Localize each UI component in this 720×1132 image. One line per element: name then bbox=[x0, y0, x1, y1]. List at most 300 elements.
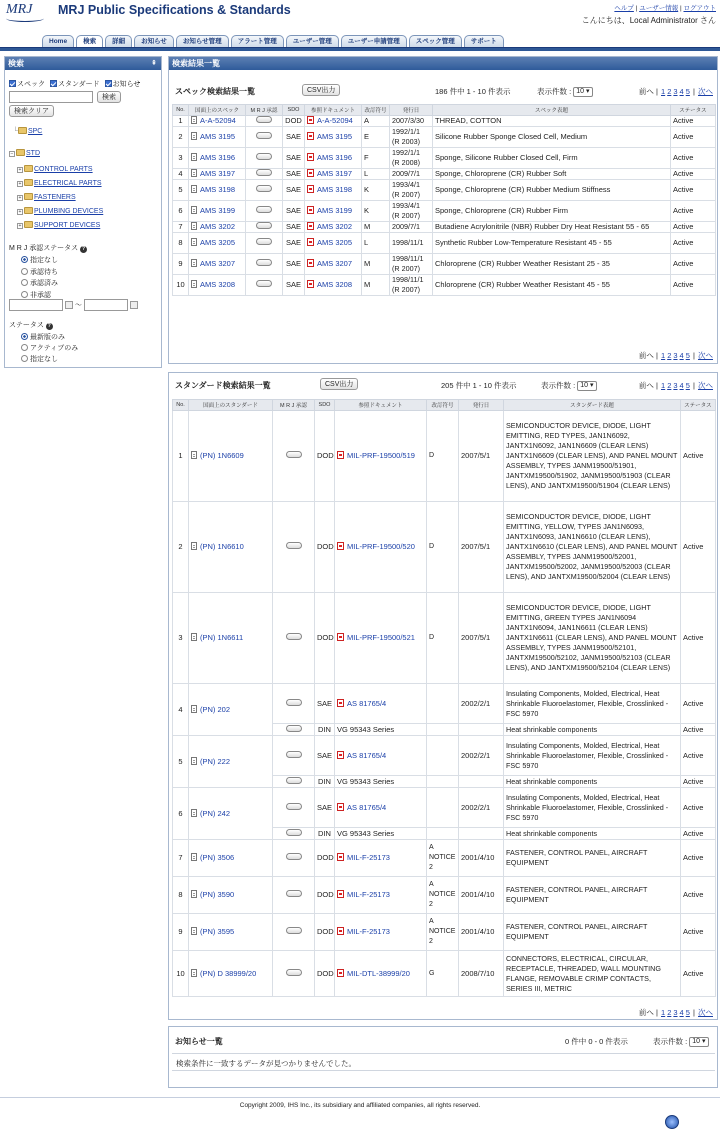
tab-9[interactable]: サポート bbox=[464, 35, 504, 47]
document-icon bbox=[191, 185, 197, 193]
spec-per-page-select[interactable]: 10 ▾ bbox=[573, 87, 593, 97]
date-cell: 2002/2/1 bbox=[459, 736, 504, 776]
tree-node-plumbing-devices[interactable] bbox=[17, 207, 103, 215]
status-cell: Active bbox=[671, 233, 716, 254]
tab-0[interactable]: Home bbox=[42, 35, 74, 47]
radio-icon[interactable] bbox=[21, 291, 28, 298]
approval-option-0[interactable] bbox=[21, 255, 58, 265]
approval-toggle[interactable] bbox=[286, 777, 302, 784]
approval-toggle[interactable] bbox=[286, 633, 302, 640]
tree-link-plumbing-devices[interactable]: PLUMBING DEVICES bbox=[34, 208, 104, 215]
approval-option-1[interactable] bbox=[21, 267, 58, 277]
standard-cell bbox=[189, 411, 273, 502]
reference-link[interactable]: A-A-52094 bbox=[317, 116, 353, 125]
date-cell: 1993/4/1 (R 2007) bbox=[390, 180, 433, 201]
standard-link[interactable]: (PN) 1N6609 bbox=[200, 451, 244, 460]
date-cell: 2009/7/1 bbox=[390, 222, 433, 233]
pager-separator: | bbox=[653, 1008, 661, 1017]
pager-page-link[interactable]: 1 bbox=[661, 381, 666, 390]
standard-cell bbox=[189, 840, 273, 877]
document-icon bbox=[191, 890, 197, 898]
row-number: 6 bbox=[173, 788, 189, 840]
status-cell: Active bbox=[671, 275, 716, 296]
spec-link[interactable]: AMS 3198 bbox=[200, 185, 236, 194]
reference-cell bbox=[335, 593, 427, 684]
tab-6[interactable]: ユーザー管理 bbox=[286, 35, 339, 47]
pager-page-link[interactable]: 3 bbox=[673, 381, 678, 390]
folder-icon bbox=[24, 165, 33, 172]
collapse-icon[interactable]: ⇞ bbox=[151, 60, 157, 67]
date-cell: 2001/4/10 bbox=[459, 840, 504, 877]
approval-cell bbox=[273, 684, 315, 724]
approval-toggle[interactable] bbox=[256, 222, 272, 229]
reference-cell bbox=[305, 233, 362, 254]
sdo-cell: SAE bbox=[283, 127, 305, 148]
reference-link[interactable]: MIL-F-25173 bbox=[347, 853, 390, 862]
date-to-input[interactable] bbox=[84, 299, 128, 311]
app-title: MRJ Public Specifications & Standards bbox=[58, 3, 291, 17]
revision-cell: F bbox=[362, 148, 390, 169]
approval-cell bbox=[246, 222, 283, 233]
calendar-icon[interactable] bbox=[65, 301, 73, 309]
radio-icon[interactable] bbox=[21, 256, 28, 263]
row-number: 8 bbox=[173, 877, 189, 914]
notice-checkbox[interactable] bbox=[105, 80, 112, 87]
help-link[interactable]: ヘルプ bbox=[614, 5, 634, 12]
column-header: 参照ドキュメント bbox=[335, 400, 427, 411]
pdf-icon bbox=[337, 890, 344, 898]
folder-icon bbox=[24, 193, 33, 200]
reference-link[interactable]: MIL-F-25173 bbox=[347, 927, 390, 936]
approval-toggle[interactable] bbox=[286, 969, 302, 976]
pdf-icon bbox=[337, 853, 344, 861]
globe-icon[interactable] bbox=[665, 1115, 679, 1129]
tab-8[interactable]: スペック管理 bbox=[409, 35, 462, 47]
pager-page-link[interactable]: 2 bbox=[667, 381, 672, 390]
column-header: ステータス bbox=[681, 400, 716, 411]
pager-next[interactable]: 次へ bbox=[698, 1008, 713, 1017]
approval-toggle[interactable] bbox=[286, 803, 302, 810]
folder-icon bbox=[24, 179, 33, 186]
std-table-body bbox=[173, 411, 716, 997]
pager-prev[interactable]: 前へ bbox=[638, 87, 654, 96]
pager-next[interactable]: 次へ bbox=[698, 87, 713, 96]
approval-cell bbox=[246, 201, 283, 222]
std-row bbox=[173, 788, 716, 828]
spec-csv-button[interactable]: CSV出力 bbox=[302, 84, 340, 96]
spec-cell bbox=[189, 233, 246, 254]
approval-toggle[interactable] bbox=[286, 699, 302, 706]
reference-link[interactable]: AMS 3195 bbox=[317, 132, 353, 141]
reference-link[interactable]: AMS 3199 bbox=[317, 206, 353, 215]
pager-next[interactable]: 次へ bbox=[698, 351, 713, 360]
title-cell: SEMICONDUCTOR DEVICE, DIODE, LIGHT EMITTING, YELLOW, TYPES JAN1N6093, JANTX1N6093, JAN1N6610 (CLEAR LENS), JANTX1N6610 (CLEAR LENS), AND PANEL MOUNT ASSEMBLY, TYPES JANM19500/52001, JANTXM19500/52002, JANM19500/52003 (CLEAR LENS), AND JANTXM19500/52004 (CLEAR LENS) bbox=[504, 502, 681, 593]
revision-cell: A NOTICE 2 bbox=[427, 840, 459, 877]
tree-node-fasteners[interactable] bbox=[17, 193, 76, 201]
pager-page-link[interactable]: 4 bbox=[679, 351, 684, 360]
standard-cell bbox=[189, 593, 273, 684]
pager-page-link[interactable]: 4 bbox=[679, 381, 684, 390]
approval-option-2[interactable] bbox=[21, 278, 58, 288]
spec-row bbox=[173, 222, 716, 233]
notice-per-page-label: 表示件数 : bbox=[653, 1037, 688, 1046]
reference-link[interactable]: AMS 3197 bbox=[317, 169, 353, 178]
std-pager-bottom bbox=[639, 1007, 714, 1018]
document-icon bbox=[191, 705, 197, 713]
standard-cell bbox=[189, 788, 273, 840]
spec-link[interactable]: AMS 3205 bbox=[200, 238, 236, 247]
pager-page-link[interactable]: 5 bbox=[685, 87, 690, 96]
tree-node-std[interactable] bbox=[9, 149, 40, 157]
sdo-cell: SAE bbox=[315, 788, 335, 828]
revision-cell: D bbox=[427, 593, 459, 684]
reference-link[interactable]: MIL-DTL-38999/20 bbox=[347, 968, 410, 978]
expand-tree-icon[interactable]: + bbox=[18, 195, 22, 201]
mrj-logo[interactable] bbox=[6, 2, 50, 24]
revision-cell: E bbox=[362, 127, 390, 148]
pager-page-link[interactable]: 4 bbox=[679, 1008, 684, 1017]
sdo-cell: SAE bbox=[315, 684, 335, 724]
standard-link[interactable]: (PN) 242 bbox=[200, 808, 231, 818]
std-per-page-select[interactable]: 10 ▾ bbox=[577, 381, 597, 391]
tree-link-std[interactable]: STD bbox=[26, 150, 40, 157]
expand-tree-icon[interactable]: + bbox=[18, 167, 22, 173]
search-panel bbox=[4, 56, 162, 368]
tab-4[interactable]: お知らせ管理 bbox=[176, 35, 229, 47]
spec-row bbox=[173, 180, 716, 201]
approval-cell bbox=[273, 840, 315, 877]
approval-toggle[interactable] bbox=[256, 259, 272, 266]
search-button[interactable]: 検索 bbox=[97, 91, 121, 103]
pdf-icon bbox=[337, 633, 344, 641]
status-cell: Active bbox=[681, 736, 716, 776]
spec-row bbox=[173, 201, 716, 222]
spec-results-title: スペック検索結果一覧 bbox=[175, 87, 255, 96]
pager-page-link[interactable]: 2 bbox=[667, 351, 672, 360]
spec-link[interactable]: AMS 3207 bbox=[200, 259, 236, 268]
pager-separator: | bbox=[690, 381, 697, 390]
document-icon bbox=[191, 153, 197, 161]
pager-page-link[interactable]: 5 bbox=[685, 351, 690, 360]
document-icon bbox=[191, 222, 197, 230]
column-header: M R J 承認 bbox=[246, 105, 283, 116]
notice-title: お知らせ一覧 bbox=[175, 1037, 223, 1046]
logout-link[interactable]: ログアウト bbox=[683, 5, 716, 12]
standard-cell bbox=[189, 684, 273, 736]
notice-per-page-select[interactable]: 10 ▾ bbox=[689, 1037, 709, 1047]
std-row bbox=[173, 914, 716, 951]
reference-link[interactable]: MIL-PRF-19500/521 bbox=[347, 633, 415, 642]
tree-node-electrical-parts[interactable] bbox=[17, 179, 102, 187]
expand-tree-icon[interactable]: + bbox=[18, 223, 22, 229]
tree-link-control-parts[interactable]: CONTROL PARTS bbox=[34, 166, 93, 173]
tree-link-support-devices[interactable]: SUPPORT DEVICES bbox=[34, 222, 101, 229]
std-per-page-label: 表示件数 : bbox=[541, 381, 576, 390]
expand-tree-icon[interactable]: + bbox=[18, 181, 22, 187]
status-cell: Active bbox=[681, 914, 716, 951]
date-cell: 2009/7/1 bbox=[390, 169, 433, 180]
reference-link[interactable]: AS 81765/4 bbox=[347, 698, 387, 708]
pager-prev[interactable]: 前へ bbox=[638, 351, 654, 360]
revision-cell: K bbox=[362, 180, 390, 201]
spec-checkbox[interactable] bbox=[9, 80, 16, 87]
collapse-tree-icon[interactable]: − bbox=[10, 151, 14, 157]
search-panel-title: 検索 bbox=[8, 59, 24, 68]
help-icon[interactable]: ? bbox=[82, 246, 86, 252]
tab-1[interactable]: 検索 bbox=[76, 35, 103, 47]
status-option-label: アクティブのみ bbox=[30, 345, 79, 352]
pager-next[interactable]: 次へ bbox=[698, 381, 713, 390]
reference-cell bbox=[305, 222, 362, 233]
pager-page-link[interactable]: 5 bbox=[685, 1008, 690, 1017]
sdo-cell: SAE bbox=[283, 180, 305, 201]
pager-page-link[interactable]: 1 bbox=[661, 1008, 666, 1017]
reference-link[interactable]: MIL-F-25173 bbox=[347, 890, 390, 899]
date-cell: 1993/4/1 (R 2007) bbox=[390, 201, 433, 222]
approval-option-label: 承認待ち bbox=[30, 269, 58, 276]
tab-7[interactable]: ユーザー申請管理 bbox=[341, 35, 407, 47]
pager-separator: | bbox=[690, 87, 697, 96]
approval-status-label bbox=[9, 243, 87, 253]
approval-toggle[interactable] bbox=[286, 725, 302, 732]
std-csv-button[interactable]: CSV出力 bbox=[320, 378, 358, 390]
pager-prev[interactable]: 前へ bbox=[638, 1008, 654, 1017]
pager-page-link[interactable]: 3 bbox=[673, 87, 678, 96]
logo-text: MRJ bbox=[6, 2, 33, 17]
reference-cell bbox=[305, 169, 362, 180]
sdo-cell: SAE bbox=[283, 222, 305, 233]
spec-per-page-value: 10 bbox=[576, 88, 585, 96]
reference-link[interactable]: AMS 3202 bbox=[317, 222, 353, 231]
status-cell: Active bbox=[671, 254, 716, 275]
tree-link-fasteners[interactable]: FASTENERS bbox=[34, 194, 76, 201]
spec-link[interactable]: A-A-52094 bbox=[200, 116, 236, 125]
spec-link[interactable]: AMS 3195 bbox=[200, 132, 236, 141]
spec-cell bbox=[189, 201, 246, 222]
approval-toggle[interactable] bbox=[256, 206, 272, 213]
folder-icon bbox=[18, 127, 27, 134]
approval-toggle[interactable] bbox=[256, 280, 272, 287]
reference-cell bbox=[305, 201, 362, 222]
sdo-cell: SAE bbox=[283, 201, 305, 222]
row-number: 6 bbox=[173, 201, 189, 222]
pager-page-link[interactable]: 4 bbox=[679, 87, 684, 96]
spec-results-panel bbox=[168, 56, 718, 364]
title-cell: Butadiene Acrylonitrile (NBR) Rubber Dry Heat Resistant 55 - 65 bbox=[433, 222, 671, 233]
pager-separator: | bbox=[690, 351, 697, 360]
pdf-icon bbox=[307, 185, 314, 193]
help-icon[interactable]: ? bbox=[47, 323, 51, 329]
pdf-icon bbox=[307, 132, 314, 140]
revision-cell: L bbox=[362, 169, 390, 180]
tree-node-support-devices[interactable] bbox=[17, 221, 100, 229]
spec-cell bbox=[189, 180, 246, 201]
column-header: スタンダード表題 bbox=[504, 400, 681, 411]
reference-link[interactable]: AMS 3208 bbox=[317, 280, 353, 289]
standard-checkbox[interactable] bbox=[50, 80, 57, 87]
revision-cell: M bbox=[362, 254, 390, 275]
spec-row bbox=[173, 275, 716, 296]
radio-icon[interactable] bbox=[21, 279, 28, 286]
calendar-icon[interactable] bbox=[130, 301, 138, 309]
sdo-cell: SAE bbox=[283, 254, 305, 275]
date-from-input[interactable] bbox=[9, 299, 63, 311]
standard-link[interactable]: (PN) 3590 bbox=[200, 890, 235, 899]
column-header: 発行日 bbox=[459, 400, 504, 411]
folder-icon bbox=[16, 149, 25, 156]
spec-cell bbox=[189, 222, 246, 233]
spec-row bbox=[173, 116, 716, 127]
approval-toggle[interactable] bbox=[286, 451, 302, 458]
approval-toggle[interactable] bbox=[256, 169, 272, 176]
tree-link-electrical-parts[interactable]: ELECTRICAL PARTS bbox=[34, 180, 102, 187]
approval-toggle[interactable] bbox=[256, 116, 272, 123]
spec-link[interactable]: AMS 3208 bbox=[200, 280, 236, 289]
document-icon bbox=[191, 259, 197, 267]
column-header: 国面上のスペック bbox=[189, 105, 246, 116]
pdf-icon bbox=[337, 969, 344, 977]
results-header: 検索結果一覧 bbox=[169, 57, 717, 70]
reference-link[interactable]: AS 81765/4 bbox=[347, 750, 387, 760]
tree-link-spc[interactable]: SPC bbox=[27, 128, 43, 135]
reference-link[interactable]: AMS 3207 bbox=[317, 259, 353, 268]
sdo-cell: SAE bbox=[283, 169, 305, 180]
title-cell: SEMICONDUCTOR DEVICE, DIODE, LIGHT EMITTING, GREEN TYPES JAN1N6094 JANTX1N6094, JAN1N6611 (CLEAR LENS) JANTX1N6611 (CLEAR LENS), AND PANEL MOUNT ASSEMBLY, TYPES JANM19500/52101, JANTXM19500/52102, JANM19500/52103 (CLEAR LENS), AND JANTXM19500/52104 (CLEAR LENS) bbox=[504, 593, 681, 684]
pager-page-link[interactable]: 3 bbox=[673, 351, 678, 360]
title-cell: Heat shrinkable components bbox=[504, 776, 681, 788]
approval-toggle[interactable] bbox=[286, 927, 302, 934]
column-header: ステータス bbox=[671, 105, 716, 116]
spec-link[interactable]: AMS 3196 bbox=[200, 153, 236, 162]
radio-icon[interactable] bbox=[21, 333, 28, 340]
column-header: SDO bbox=[315, 400, 335, 411]
approval-toggle[interactable] bbox=[286, 751, 302, 758]
folder-icon bbox=[24, 207, 33, 214]
approval-toggle[interactable] bbox=[256, 238, 272, 245]
status-cell: Active bbox=[681, 502, 716, 593]
standard-link[interactable]: (PN) 202 bbox=[200, 704, 231, 714]
title-cell: Chloroprene (CR) Rubber Weather Resistant 25 - 35 bbox=[433, 254, 671, 275]
std-row bbox=[173, 593, 716, 684]
standard-link[interactable]: (PN) 222 bbox=[200, 756, 231, 766]
pdf-icon bbox=[307, 206, 314, 214]
radio-icon[interactable] bbox=[21, 344, 28, 351]
pager-prev[interactable]: 前へ bbox=[638, 381, 654, 390]
reference-link[interactable]: MIL-PRF-19500/519 bbox=[347, 451, 415, 460]
reference-link[interactable]: AS 81765/4 bbox=[347, 802, 387, 812]
pager-page-link[interactable]: 2 bbox=[667, 1008, 672, 1017]
spec-result-count: 186 件中 1 - 10 件表示 bbox=[435, 87, 511, 96]
tab-2[interactable]: 詳細 bbox=[105, 35, 132, 47]
pager-page-link[interactable]: 1 bbox=[661, 351, 666, 360]
approval-cell bbox=[273, 411, 315, 502]
spec-link[interactable]: AMS 3202 bbox=[200, 222, 236, 231]
approval-cell bbox=[246, 116, 283, 127]
standard-link[interactable]: (PN) 1N6610 bbox=[200, 542, 244, 551]
spec-cell bbox=[189, 148, 246, 169]
status-option-label: 最新版のみ bbox=[30, 334, 65, 341]
approval-cell bbox=[273, 724, 315, 736]
standard-link[interactable]: (PN) 3595 bbox=[200, 927, 235, 936]
user-info-link[interactable]: ユーザー情報 bbox=[639, 5, 679, 12]
radio-icon[interactable] bbox=[21, 268, 28, 275]
approval-toggle[interactable] bbox=[256, 132, 272, 139]
radio-icon[interactable] bbox=[21, 355, 28, 362]
tree-node-control-parts[interactable] bbox=[17, 165, 93, 173]
date-cell: 2007/5/1 bbox=[459, 593, 504, 684]
approval-toggle[interactable] bbox=[286, 542, 302, 549]
row-number: 10 bbox=[173, 275, 189, 296]
approval-toggle[interactable] bbox=[256, 185, 272, 192]
spec-cell bbox=[189, 169, 246, 180]
tab-5[interactable]: アラート管理 bbox=[231, 35, 284, 47]
status-option-0[interactable] bbox=[21, 332, 65, 342]
approval-toggle[interactable] bbox=[286, 829, 302, 836]
date-cell bbox=[459, 776, 504, 788]
spec-link[interactable]: AMS 3199 bbox=[200, 206, 236, 215]
pdf-icon bbox=[337, 699, 344, 707]
reference-link[interactable]: AMS 3196 bbox=[317, 153, 353, 162]
keyword-input[interactable] bbox=[9, 91, 93, 103]
standard-link[interactable]: (PN) 3506 bbox=[200, 853, 235, 862]
column-header: No. bbox=[173, 400, 189, 411]
approval-cell bbox=[273, 828, 315, 840]
sdo-cell: DOD bbox=[315, 502, 335, 593]
reference-cell: VG 95343 Series bbox=[335, 776, 427, 788]
status-cell: Active bbox=[681, 840, 716, 877]
reference-cell: VG 95343 Series bbox=[335, 724, 427, 736]
std-table-header bbox=[173, 400, 716, 411]
pdf-icon bbox=[337, 542, 344, 550]
greeting: こんにちは、Local Administrator さん bbox=[581, 16, 716, 25]
document-icon bbox=[191, 238, 197, 246]
expand-tree-icon[interactable]: + bbox=[18, 209, 22, 215]
sdo-cell: SAE bbox=[283, 148, 305, 169]
pager-page-link[interactable]: 2 bbox=[667, 87, 672, 96]
standard-link[interactable]: (PN) 1N6611 bbox=[200, 633, 244, 642]
status-option-1[interactable] bbox=[21, 343, 78, 353]
approval-toggle[interactable] bbox=[256, 153, 272, 160]
tree-node-spc[interactable]: └ SPC bbox=[13, 128, 43, 135]
status-cell: Active bbox=[681, 684, 716, 724]
logo-swoosh bbox=[6, 15, 44, 22]
std-row bbox=[173, 840, 716, 877]
search-clear-button[interactable]: 検索クリア bbox=[9, 105, 54, 117]
pdf-icon bbox=[337, 803, 344, 811]
title-cell: Chloroprene (CR) Rubber Weather Resistant 45 - 55 bbox=[433, 275, 671, 296]
pager-page-link[interactable]: 3 bbox=[673, 1008, 678, 1017]
standard-link[interactable]: (PN) D 38999/20 bbox=[200, 968, 257, 978]
reference-cell bbox=[335, 684, 427, 724]
standard-results-panel bbox=[168, 372, 718, 1020]
type-filters bbox=[9, 79, 140, 89]
approval-cell bbox=[273, 736, 315, 776]
reference-link[interactable]: MIL-PRF-19500/520 bbox=[347, 542, 415, 551]
status-cell: Active bbox=[671, 201, 716, 222]
reference-cell bbox=[335, 736, 427, 776]
pager-page-link[interactable]: 5 bbox=[685, 381, 690, 390]
sdo-cell: DOD bbox=[315, 914, 335, 951]
approval-toggle[interactable] bbox=[286, 890, 302, 897]
reference-link[interactable]: AMS 3198 bbox=[317, 185, 353, 194]
spec-link[interactable]: AMS 3197 bbox=[200, 169, 236, 178]
approval-toggle[interactable] bbox=[286, 853, 302, 860]
pager-page-link[interactable]: 1 bbox=[661, 87, 666, 96]
tab-3[interactable]: お知らせ bbox=[134, 35, 174, 47]
status-option-2[interactable] bbox=[21, 354, 58, 364]
row-number: 10 bbox=[173, 951, 189, 997]
reference-link[interactable]: AMS 3205 bbox=[317, 238, 353, 247]
